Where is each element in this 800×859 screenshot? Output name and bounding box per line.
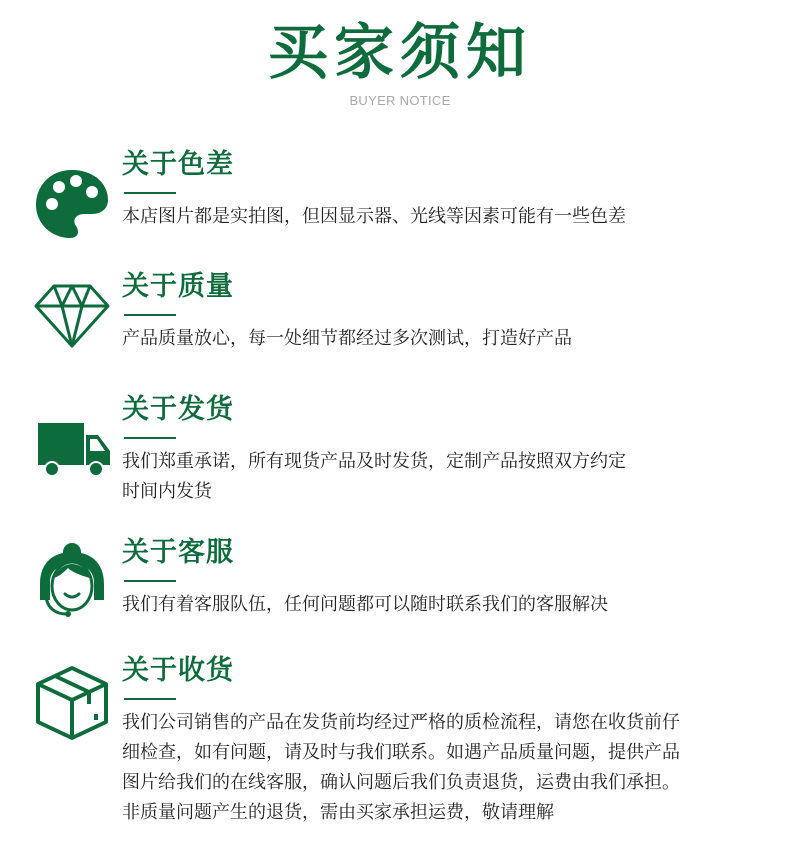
description-line: 我们有着客服队伍，任何问题都可以随时联系我们的客服解决	[122, 594, 608, 615]
description-line: 我们公司销售的产品在发货前均经过严格的质检流程，请您在收货前仔	[122, 712, 680, 733]
description-line: 产品质量放心，每一处细节都经过多次测试，打造好产品	[122, 328, 572, 349]
section-title: 关于客服	[122, 537, 234, 568]
description-line: 本店图片都是实拍图，但因显示器、光线等因素可能有一些色差	[122, 206, 626, 227]
description-line: 图片给我们的在线客服，确认问题后我们负责退货，运费由我们承担。	[122, 772, 680, 793]
description-line: 非质量问题产生的退货，需由买家承担运费，敬请理解	[122, 802, 554, 823]
section-description	[122, 324, 782, 354]
page-title: 买家须知	[268, 18, 532, 88]
title-underline	[124, 580, 176, 582]
page-subtitle: BUYER NOTICE	[349, 93, 451, 108]
section-description	[122, 708, 782, 828]
section-description	[122, 202, 782, 232]
description-line: 细检查，如有问题，请及时与我们联系。如遇产品质量问题，提供产品	[122, 742, 680, 763]
diamond-icon	[32, 274, 112, 354]
section-title: 关于发货	[122, 394, 234, 425]
description-line: 我们郑重承诺，所有现货产品及时发货，定制产品按照双方约定	[122, 451, 626, 472]
section-description	[122, 447, 782, 507]
section-description	[122, 590, 782, 620]
title-underline	[124, 314, 176, 316]
section-title: 关于收货	[122, 655, 234, 686]
customer-service-icon	[32, 538, 112, 618]
section-title: 关于质量	[122, 271, 234, 302]
truck-icon	[32, 409, 112, 489]
palette-icon	[32, 164, 112, 244]
section-title: 关于色差	[122, 149, 234, 180]
title-underline	[124, 698, 176, 700]
title-underline	[124, 192, 176, 194]
package-box-icon	[32, 662, 112, 742]
description-line: 时间内发货	[122, 481, 212, 502]
title-underline	[124, 437, 176, 439]
